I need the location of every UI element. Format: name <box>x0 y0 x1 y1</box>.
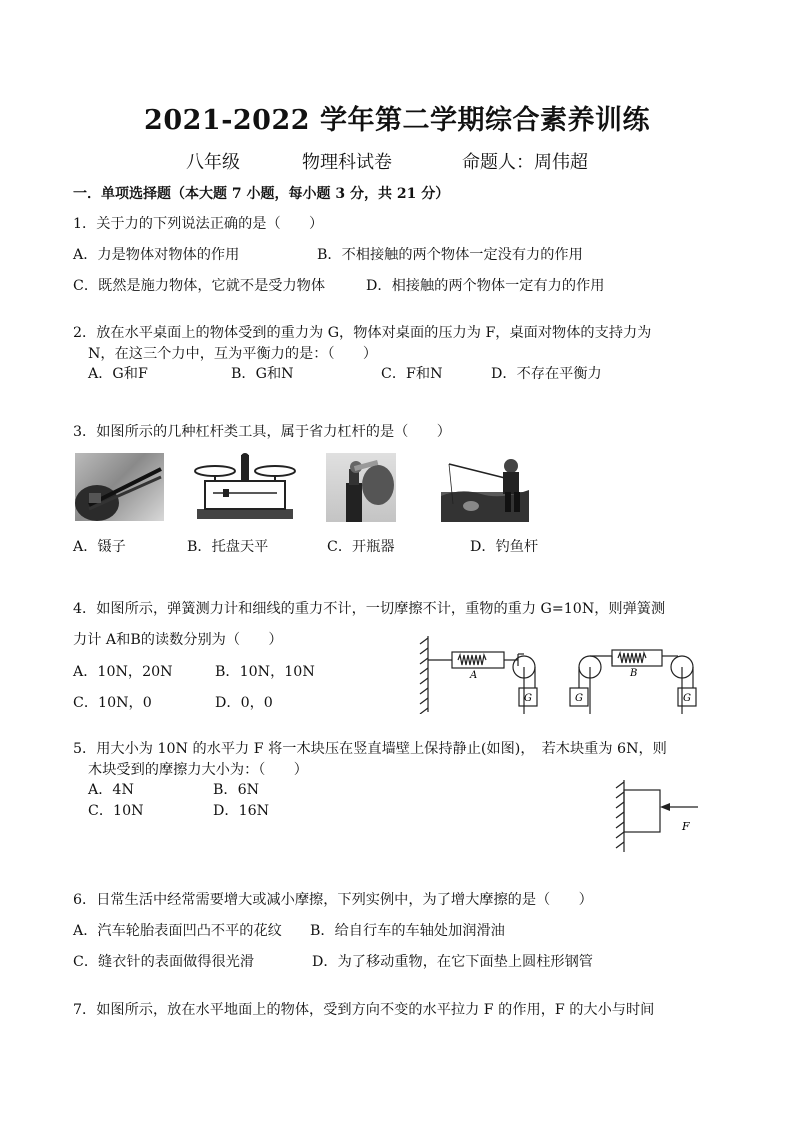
weight-g-label-1: G <box>524 693 532 704</box>
q2-option-b: B．G和N <box>231 366 294 382</box>
weight-g-label-2: G <box>575 693 583 704</box>
q6-option-a: A．汽车轮胎表面凹凸不平的花纹 <box>73 923 282 939</box>
q6-option-d: D．为了移动重物，在它下面垫上圆柱形钢管 <box>312 954 593 970</box>
balance-scale-image <box>193 451 297 523</box>
q2-stem-line1: 2．放在水平桌面上的物体受到的重力为 G，物体对桌面的压力为 F，桌面对物体的支持力为 <box>73 325 652 341</box>
force-f-label: F <box>682 820 690 833</box>
wall-block-figure <box>612 778 702 854</box>
q3-stem: 3．如图所示的几种杠杆类工具，属于省力杠杆的是（ ） <box>73 424 451 440</box>
q5-option-d: D．16N <box>213 803 270 819</box>
q5-option-c: C．10N <box>88 803 144 819</box>
q4-stem-line2: 力计 A和B的读数分别为（ ） <box>73 632 283 648</box>
q6-stem: 6．日常生活中经常需要增大或减小摩擦，下列实例中，为了增大摩擦的是（ ） <box>73 892 593 908</box>
scale-a-label: A <box>470 670 478 681</box>
author-label: 命题人：周伟超 <box>462 152 588 173</box>
scale-b-label: B <box>630 668 638 679</box>
bottle-opener-image <box>326 453 396 522</box>
page-title: 2021-2022 学年第二学期综合素养训练 <box>144 105 650 136</box>
q2-option-a: A．G和F <box>88 366 148 382</box>
q6-option-b: B．给自行车的车轴处加润滑油 <box>310 923 505 939</box>
q5-stem-line2: 木块受到的摩擦力大小为：（ ） <box>88 762 308 778</box>
q5-option-a: A．4N <box>88 782 134 798</box>
q1-option-c: C．既然是施力物体，它就不是受力物体 <box>73 278 326 294</box>
spring-scale-figure <box>418 634 702 714</box>
q4-option-d: D．0，0 <box>215 695 273 711</box>
q4-option-b: B．10N，10N <box>215 664 315 680</box>
q7-stem: 7．如图所示，放在水平地面上的物体，受到方向不变的水平拉力 F 的作用，F 的大小与时间 <box>73 1002 655 1018</box>
q2-option-c: C．F和N <box>381 366 443 382</box>
q3-option-c: C．开瓶器 <box>327 539 395 555</box>
q3-option-a: A．镊子 <box>73 539 126 555</box>
q5-stem-line1: 5．用大小为 10N 的水平力 F 将一木块压在竖直墙壁上保持静止(如图)， 若木块重为 6N，则 <box>73 741 667 757</box>
subject-label: 物理科试卷 <box>302 152 392 173</box>
q4-stem-line1: 4．如图所示，弹簧测力计和细线的重力不计，一切摩擦不计，重物的重力 G=10N，则弹簧测 <box>73 601 666 617</box>
q1-option-b: B．不相接触的两个物体一定没有力的作用 <box>317 247 583 263</box>
q4-option-c: C．10N，0 <box>73 695 152 711</box>
weight-g-label-3: G <box>683 693 691 704</box>
q2-stem-line2: N，在这三个力中，互为平衡力的是：（ ） <box>88 346 378 362</box>
tweezers-image <box>75 453 164 521</box>
q1-stem: 1．关于力的下列说法正确的是（ ） <box>73 216 324 232</box>
q2-option-d: D．不存在平衡力 <box>491 366 602 382</box>
q6-option-c: C．缝衣针的表面做得很光滑 <box>73 954 255 970</box>
fishing-rod-image <box>441 444 529 522</box>
q1-option-d: D．相接触的两个物体一定有力的作用 <box>366 278 605 294</box>
q1-option-a: A．力是物体对物体的作用 <box>73 247 240 263</box>
q3-option-d: D．钓鱼杆 <box>470 539 539 555</box>
grade-label: 八年级 <box>186 152 240 173</box>
q4-option-a: A．10N，20N <box>73 664 173 680</box>
q3-option-b: B．托盘天平 <box>187 539 269 555</box>
section-heading: 一．单项选择题（本大题 7 小题，每小题 3 分，共 21 分） <box>73 186 450 202</box>
q5-option-b: B．6N <box>213 782 260 798</box>
